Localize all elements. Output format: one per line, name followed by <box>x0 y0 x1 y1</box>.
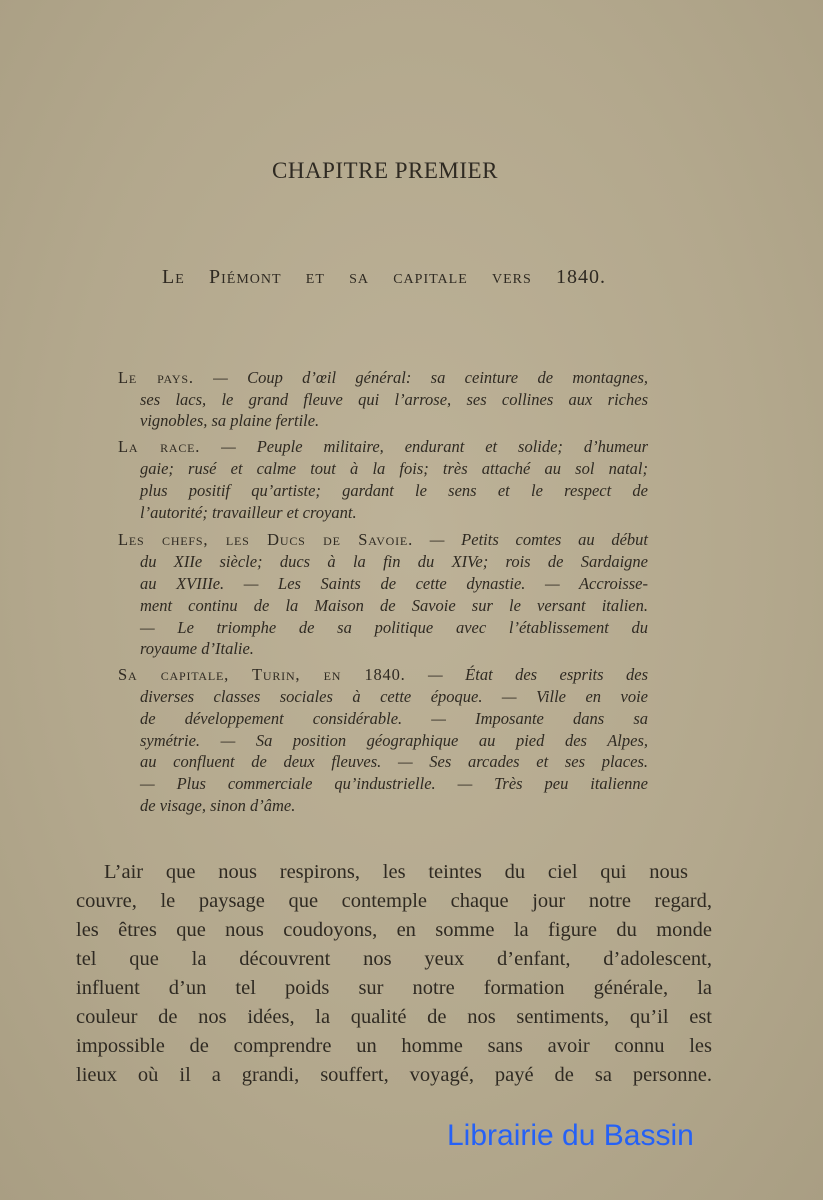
summary-text: — État des esprits des <box>405 665 648 684</box>
summary-line: au confluent de deux fleuves. — Ses arcades et ses places. <box>140 752 648 771</box>
summary-line: royaume d’Italie. <box>140 639 254 658</box>
summary-line: de développement considérable. — Imposante dans sa <box>140 709 648 728</box>
summary-label: La race. <box>118 437 201 456</box>
body-line: tel que la découvrent nos yeux d’enfant, d’adolescent, <box>76 948 712 970</box>
summary-line: ment continu de la Maison de Savoie sur le versant italien. <box>140 596 648 615</box>
summary-line: au XVIIIe. — Les Saints de cette dynastie. — Accroisse- <box>140 574 648 593</box>
body-line: les êtres que nous coudoyons, en somme la figure du monde <box>76 919 712 941</box>
summary-line: du XIIe siècle; ducs à la fin du XIVe; rois de Sardaigne <box>140 552 648 571</box>
summary-line: gaie; rusé et calme tout à la fois; très attaché au sol natal; <box>140 459 648 478</box>
summary-line: diverses classes sociales à cette époque. — Ville en voie <box>140 687 648 706</box>
summary-line: symétrie. — Sa position géographique au pied des Alpes, <box>140 731 648 750</box>
summary-label: Sa capitale, Turin, en 1840. <box>118 665 406 684</box>
summary-line: de visage, sinon d’âme. <box>140 796 296 815</box>
watermark: Librairie du Bassin <box>447 1119 694 1152</box>
summary-line: vignobles, sa plaine fertile. <box>140 411 320 430</box>
summary-text: — Peuple militaire, endurant et solide; d’humeur <box>200 437 649 456</box>
summary-text: — Coup d’œil général: sa ceinture de montagnes, <box>193 368 648 387</box>
summary-line <box>118 529 648 551</box>
summary-line: — Plus commerciale qu’industrielle. — Très peu italienne <box>140 774 648 793</box>
body-line: lieux où il a grandi, souffert, voyagé, payé de sa personne. <box>76 1064 712 1086</box>
summary-line: ses lacs, le grand fleuve qui l’arrose, ses collines aux riches <box>140 390 648 409</box>
summary-line <box>118 436 648 458</box>
body-line: impossible de comprendre un homme sans avoir connu les <box>76 1035 712 1057</box>
body-line: couleur de nos idées, la qualité de nos sentiments, qu’il est <box>76 1006 712 1028</box>
body-line: couvre, le paysage que contemple chaque jour notre regard, <box>76 890 712 912</box>
summary-label: Les chefs, les Ducs de Savoie. <box>118 530 413 549</box>
summary-line <box>118 664 648 686</box>
body-line: influent d’un tel poids sur notre formation générale, la <box>76 977 712 999</box>
chapter-subtitle: Le Piémont et sa capitale vers 1840. <box>162 266 606 288</box>
summary-line <box>118 367 648 389</box>
chapter-title: CHAPITRE PREMIER <box>272 158 498 183</box>
body-line: L’air que nous respirons, les teintes du ciel qui nous <box>104 861 688 883</box>
summary-line: — Le triomphe de sa politique avec l’établissement du <box>140 618 648 637</box>
summary-line: l’autorité; travailleur et croyant. <box>140 503 357 522</box>
summary-label: Le pays. <box>118 368 194 387</box>
summary-text: — Petits comtes au début <box>413 530 648 549</box>
summary-line: plus positif qu’artiste; gardant le sens et le respect de <box>140 481 648 500</box>
